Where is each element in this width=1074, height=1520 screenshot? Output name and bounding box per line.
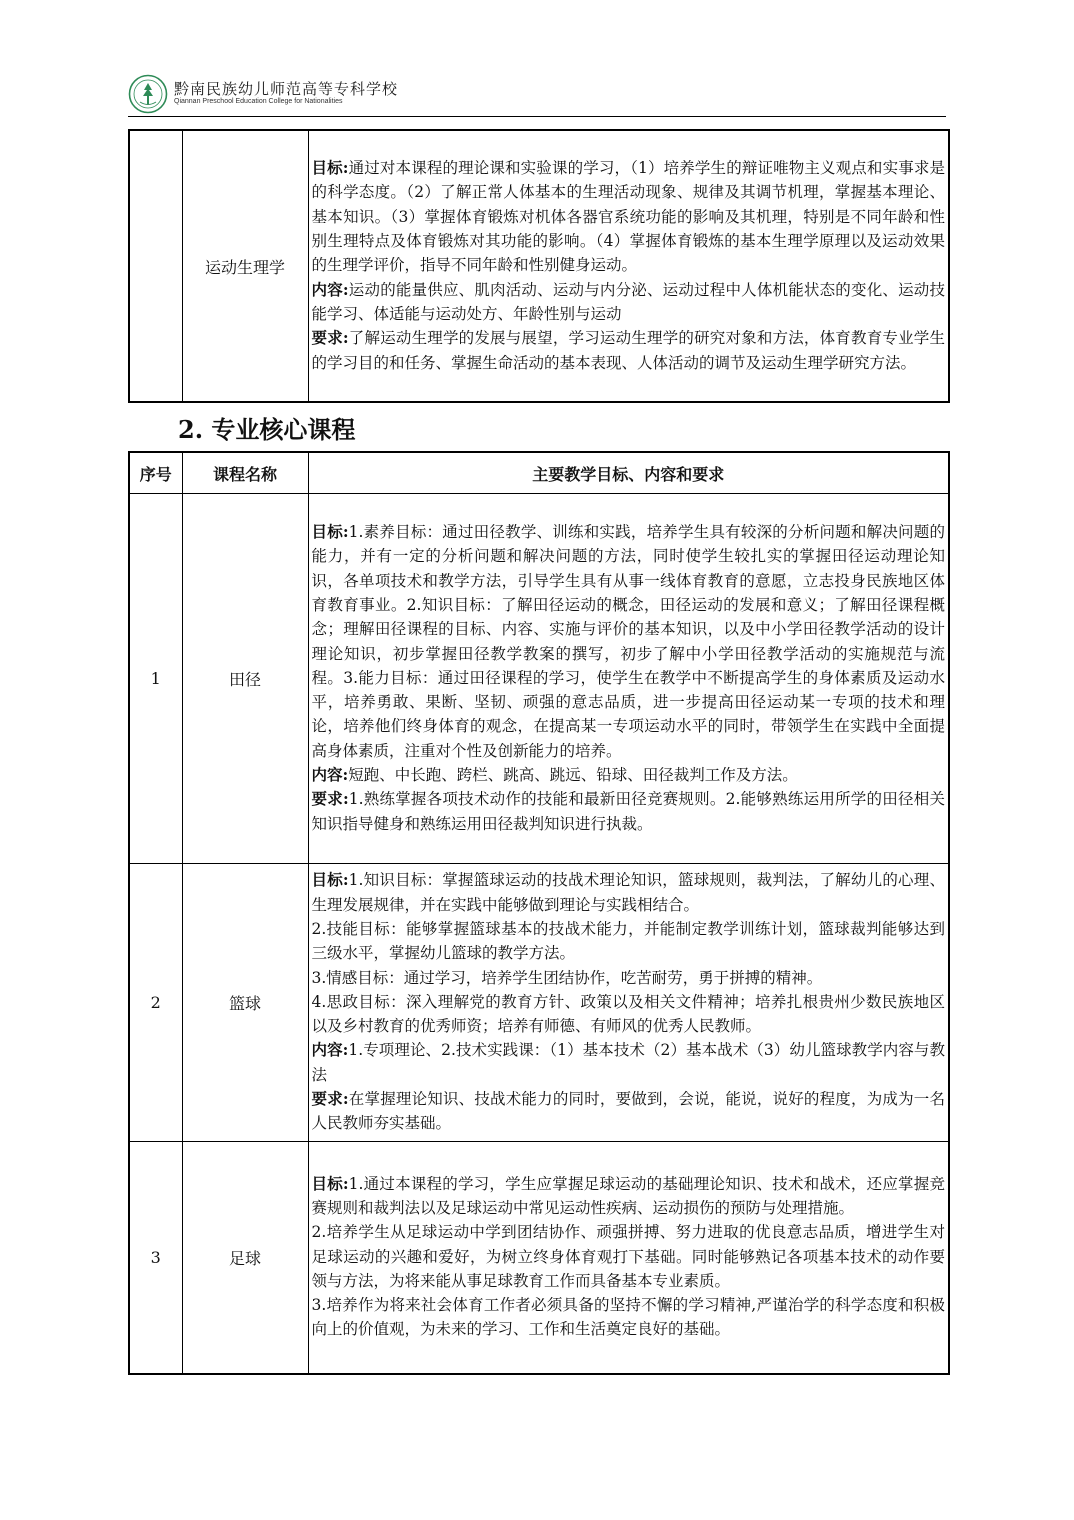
content-label: 内容: [311, 1040, 349, 1060]
course-name: 足球 [182, 1142, 308, 1374]
goal-line: 4.思政目标：深入理解党的教育方针、政策以及相关文件精神；培养扎根贵州少数民族地区以及乡村教育的优秀师资；培养有师德、有师风的优秀人民教师。 [311, 992, 945, 1036]
goal-line: 2.培养学生从足球运动中学到团结协作、顽强拼搏、努力进取的优良意志品质，增进学生对足球运动的兴趣和爱好，为树立终身体育观打下基础。同时能够熟记各项基本技术的动作要领与方法，为将来能从事足球教育工作而具备基本专业素质。 [311, 1223, 945, 1290]
table-row [129, 130, 949, 402]
goal-line: 3.情感目标：通过学习，培养学生团结协作，吃苦耐劳，勇于拼搏的精神。 [311, 968, 823, 987]
goal-line: 2.技能目标：能够掌握篮球基本的技战术能力，并能制定教学训练计划，篮球裁判能够达到三级水平，掌握幼儿篮球的教学方法。 [311, 919, 945, 963]
core-course-table [128, 451, 950, 1375]
requirement-label: 要求: [311, 1089, 349, 1109]
header-divider [128, 116, 946, 117]
content-label: 内容: [311, 765, 349, 785]
goal-text: 通过对本课程的理论课和实验课的学习，（1）培养学生的辩证唯物主义观点和实事求是的科学态度。（2）了解正常人体基本的生理活动现象、规律及其调节机理，掌握基本理论、基本知识。（3）掌握体育锻炼对机体各器官系统功能的影响及其机理，特别是不同年龄和性别生理特点及体育锻炼对其功能的影响。（4）掌握体育锻炼的基本生理学原理以及运动效果的生理学评价，指导不同年龄和性别健身运动。 [311, 159, 945, 275]
goal-label: 目标: [311, 870, 349, 890]
course-description [308, 130, 949, 402]
course-name: 田径 [182, 494, 308, 864]
section-title: 2. 专业核心课程 [178, 415, 356, 444]
requirement-text: 了解运动生理学的发展与展望，学习运动生理学的研究对象和方法，体育教育专业学生的学习目的和任务、掌握生命活动的基本表现、人体活动的调节及运动生理学研究方法。 [311, 329, 945, 372]
course-name: 篮球 [182, 864, 308, 1142]
course-description [308, 494, 949, 864]
requirement-text: 在掌握理论知识、技战术能力的同时，要做到，会说，能说，说好的程度，为成为一名人民教师夯实基础。 [311, 1090, 945, 1133]
page-header [128, 72, 948, 116]
course-name: 运动生理学 [182, 130, 308, 402]
school-logo-icon [128, 74, 168, 114]
goal-line: 1.知识目标：掌握篮球运动的技战术理论知识，篮球规则，裁判法，了解幼儿的心理、生理发展规律，并在实践中能够做到理论与实践相结合。 [311, 871, 945, 914]
goal-label: 目标: [311, 158, 349, 178]
requirement-text: 1.熟练掌握各项技术动作的技能和最新田径竞赛规则。2.能够熟练运用所学的田径相关知识指导健身和熟练运用田径裁判知识进行执裁。 [311, 790, 945, 833]
table-row [129, 1142, 949, 1374]
prev-course-table [128, 129, 950, 403]
table-row [129, 494, 949, 864]
goal-label: 目标: [311, 1173, 349, 1193]
course-description [308, 1142, 949, 1374]
row-number: 1 [129, 494, 182, 864]
school-name-cn: 黔南民族幼儿师范高等专科学校 [174, 80, 399, 98]
school-name-en: Qiannan Preschool Education College for Nationalities [174, 98, 343, 105]
goal-line: 1.通过本课程的学习，学生应掌握足球运动的基础理论知识、技术和战术，还应掌握竞赛规则和裁判法以及足球运动中常见运动性疾病、运动损伤的预防与处理措施。 [311, 1174, 945, 1217]
course-description [308, 864, 949, 1142]
requirement-label: 要求: [311, 328, 349, 348]
table-header-row [129, 452, 949, 494]
goal-label: 目标: [311, 522, 349, 542]
row-number [129, 130, 182, 402]
row-number: 3 [129, 1142, 182, 1374]
header-objectives: 主要教学目标、内容和要求 [308, 452, 949, 494]
goal-line: 3.培养作为将来社会体育工作者必须具备的坚持不懈的学习精神,严谨治学的科学态度和积极向上的价值观，为未来的学习、工作和生活奠定良好的基础。 [311, 1296, 945, 1339]
header-course-name: 课程名称 [182, 452, 308, 494]
table-row [129, 864, 949, 1142]
header-number: 序号 [129, 452, 182, 494]
content-label: 内容: [311, 279, 349, 299]
content-text: 1.专项理论、2.技术实践课：（1）基本技术（2）基本战术（3）幼儿篮球教学内容与教法 [311, 1041, 945, 1084]
content-text: 运动的能量供应、肌肉活动、运动与内分泌、运动过程中人体机能状态的变化、运动技能学习、体适能与运动处方、年龄性别与运动 [311, 280, 945, 323]
row-number: 2 [129, 864, 182, 1142]
content-text: 短跑、中长跑、跨栏、跳高、跳远、铅球、田径裁判工作及方法。 [348, 766, 798, 785]
goal-text: 1.素养目标：通过田径教学、训练和实践，培养学生具有较深的分析问题和解决问题的能力，并有一定的分析问题和解决问题的方法，同时使学生较扎实的掌握田径运动理论知识，各单项技术和教学方法，引导学生具有从事一线体育教育的意愿，立志投身民族地区体育教育事业。2.知识目标：了解田径运动的概念，田径运动的发展和意义；了解田径课程概念；理解田径课程的目标、内容、实施与评价的基本知识，以及中小学田径教学活动的设计理论知识，初步掌握田径教学教案的撰写，初步了解中小学田径教学活动的实施规范与流程。3.能力目标：通过田径课程的学习，使学生在教学中不断提高学生的身体素质及运动水平，培养勇敢、果断、坚韧、顽强的意志品质，进一步提高田径运动某一专项的技术和理论，培养他们终身体育的观念，在提高某一专项运动水平的同时，带领学生在实践中全面提高身体素质，注重对个性及创新能力的培养。 [311, 523, 945, 760]
requirement-label: 要求: [311, 789, 349, 809]
